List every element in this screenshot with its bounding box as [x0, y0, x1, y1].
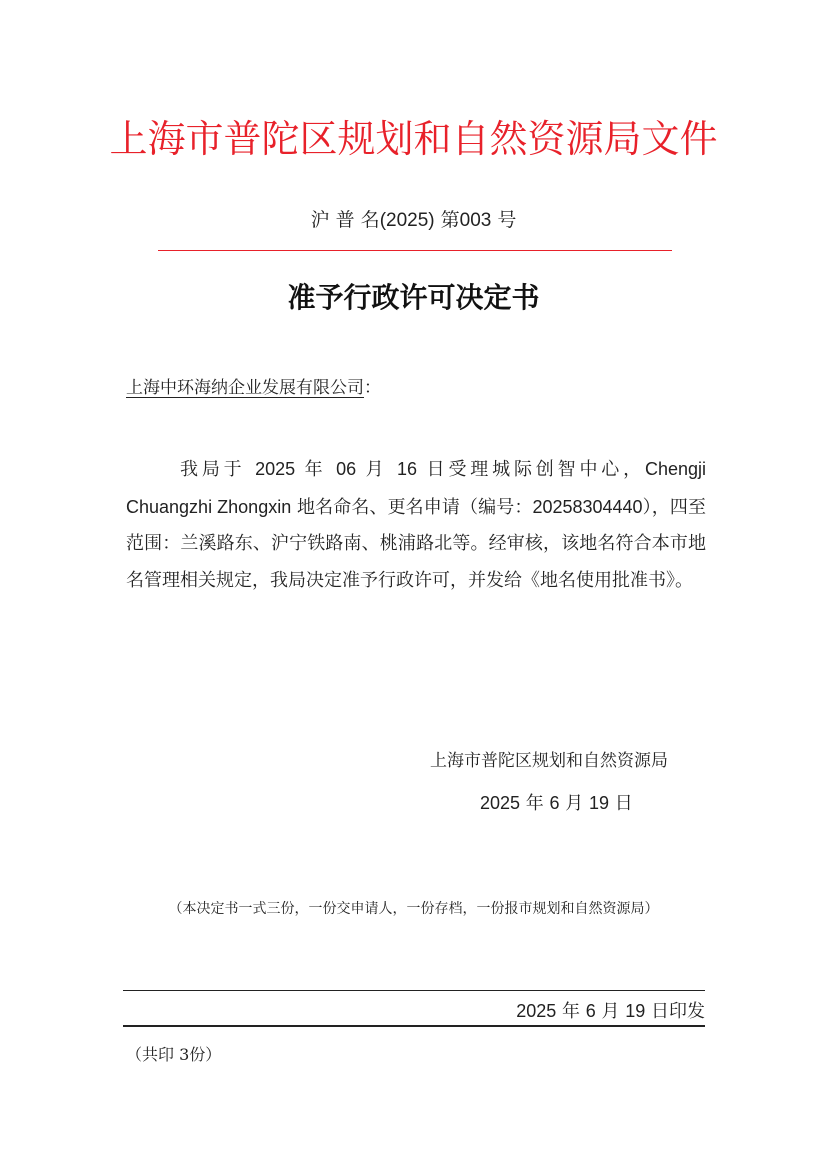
decision-title: 准予行政许可决定书: [287, 281, 540, 314]
sig-month: 6: [549, 793, 560, 813]
doc-number-prefix: 沪 普 名: [310, 209, 380, 231]
issue-day: 19: [625, 1001, 646, 1021]
copies-note: （本决定书一式三份，一份交申请人，一份存档，一份报市规划和自然资源局）: [168, 901, 659, 917]
sig-month-unit: 月: [559, 793, 589, 814]
sig-year: 2025: [480, 793, 521, 813]
footer-divider-bottom: [123, 1025, 705, 1027]
body-text-2: 年: [295, 459, 337, 480]
body-text-3: 月: [356, 459, 398, 480]
issue-month-unit: 月: [595, 1001, 626, 1022]
issue-year-unit: 年: [556, 1001, 586, 1022]
addressee-name: 上海中环海纳企业发展有限公司: [126, 378, 364, 398]
doc-number-year: (2025): [379, 210, 435, 231]
issue-date: [516, 997, 705, 1023]
footer-divider-top: [123, 990, 705, 991]
document-number: [0, 205, 827, 232]
doc-number-num: 003: [459, 210, 492, 231]
addressee: [126, 373, 381, 398]
signature-organization: 上海市普陀区规划和自然资源局: [430, 751, 668, 771]
sig-year-unit: 年: [520, 793, 550, 814]
doc-number-mid: 第: [434, 209, 460, 231]
print-copies: （共印 3份）: [126, 1045, 222, 1064]
body-application-number: 20258304440: [532, 496, 643, 517]
header-divider-red: [158, 250, 672, 251]
addressee-punct: ：: [364, 378, 381, 398]
sig-day: 19: [588, 793, 609, 813]
body-place-pinyin: Chengji Chuangzhi Zhongxin: [126, 459, 706, 517]
document-header-title: 上海市普陀区规划和自然资源局文件: [109, 117, 718, 161]
issue-year: 2025: [516, 1001, 557, 1021]
sig-day-unit: 日: [609, 793, 633, 814]
body-text-1: 我局于: [180, 459, 256, 480]
signature-date: [480, 789, 633, 815]
issue-suffix: 日印发: [645, 1001, 705, 1022]
body-text-5: 地名命名、更名申请（编号：: [291, 496, 533, 518]
body-text-6: ），四至范围：兰溪路东、沪宁铁路南、桃浦路北等。经审核，该地名符合本市地名管理相关规定，我局决定准予行政许可，并发给《地名使用批准书》。: [126, 496, 706, 591]
doc-number-suffix: 号: [491, 209, 517, 231]
body-text-4: 日受理城际创智中心，: [417, 459, 645, 480]
body-accept-month: 06: [336, 459, 357, 479]
body-accept-year: 2025: [255, 459, 296, 479]
body-accept-day: 16: [397, 459, 418, 479]
issue-month: 6: [585, 1001, 596, 1021]
decision-body: [126, 451, 706, 599]
